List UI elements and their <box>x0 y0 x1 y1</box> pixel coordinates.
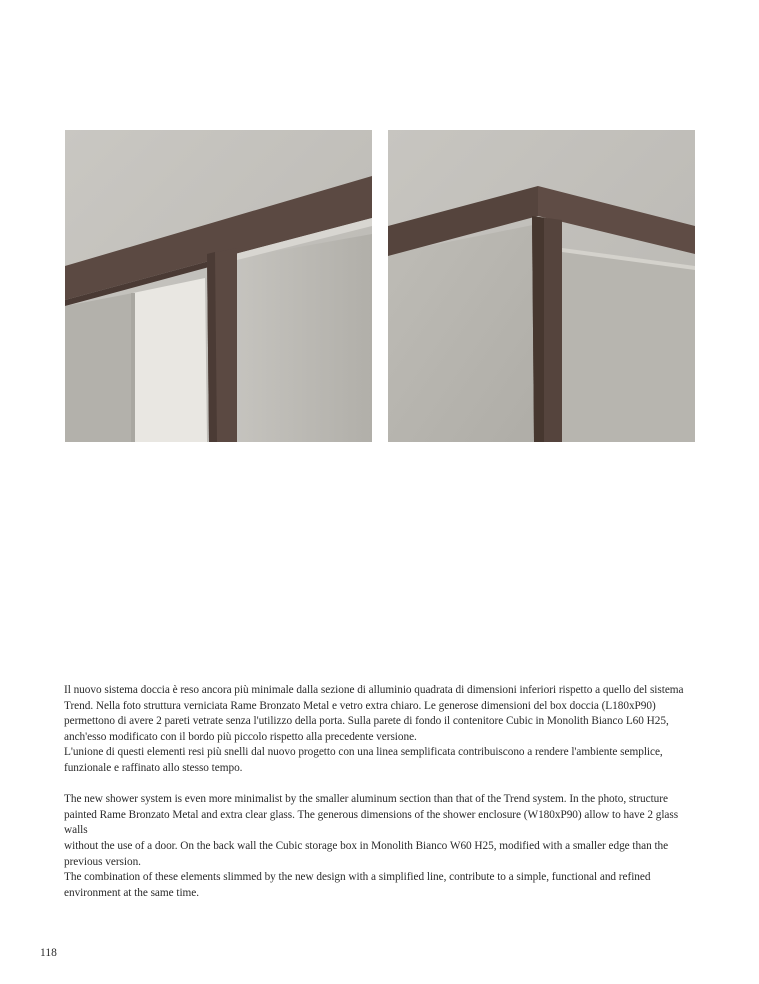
right-glass-panel <box>237 234 372 442</box>
door-opening <box>133 278 207 442</box>
italian-line: L'unione di questi elementi resi più snelli dal nuovo progetto con una linea semplificata contribuiscono a rendere l'ambiente semplice, <box>64 746 663 759</box>
italian-line: anch'esso modificato con il bordo più piccolo rispetto alla precedente versione. <box>64 730 417 743</box>
english-line: The new shower system is even more minimalist by the smaller aluminum section than that of the Trend system. In the photo, structure <box>64 793 668 806</box>
italian-line: permettono di avere 2 pareti vetrate senza l'utilizzo della porta. Sulla parete di fondo il contenitore Cubic in Monolith Bianco L60 H25, <box>64 715 669 728</box>
right-glass-panel <box>560 248 695 442</box>
italian-line: funzionale e raffinato allo stesso tempo. <box>64 761 243 774</box>
italian-line: Trend. Nella foto struttura verniciata Rame Bronzato Metal e vetro extra chiaro. Le generose dimensioni del box doccia (L180xP90) <box>64 699 656 712</box>
page-number: 118 <box>40 947 57 959</box>
english-line: The combination of these elements slimmed by the new design with a simplified line, contribute to a simple, functional and refined <box>64 871 651 884</box>
english-line: without the use of a door. On the back wall the Cubic storage box in Monolith Bianco W60 H25, modified with a smaller edge than the <box>64 839 669 852</box>
photo-shower-top-detail <box>65 130 372 442</box>
italian-line: Il nuovo sistema doccia è reso ancora più minimale dalla sezione di alluminio quadrata di dimensioni inferiori rispetto a quello del sistema <box>64 684 684 696</box>
left-glass-panel <box>388 224 538 442</box>
photo-shower-corner-detail <box>388 130 695 442</box>
left-glass-panel <box>65 293 133 442</box>
english-line: previous version. <box>64 855 141 868</box>
english-line: painted Rame Bronzato Metal and extra clear glass. The generous dimensions of the shower enclosure (W180xP90) allow to have 2 glass walls <box>64 808 679 837</box>
english-line: environment at the same time. <box>64 886 200 899</box>
description-text <box>64 683 704 901</box>
